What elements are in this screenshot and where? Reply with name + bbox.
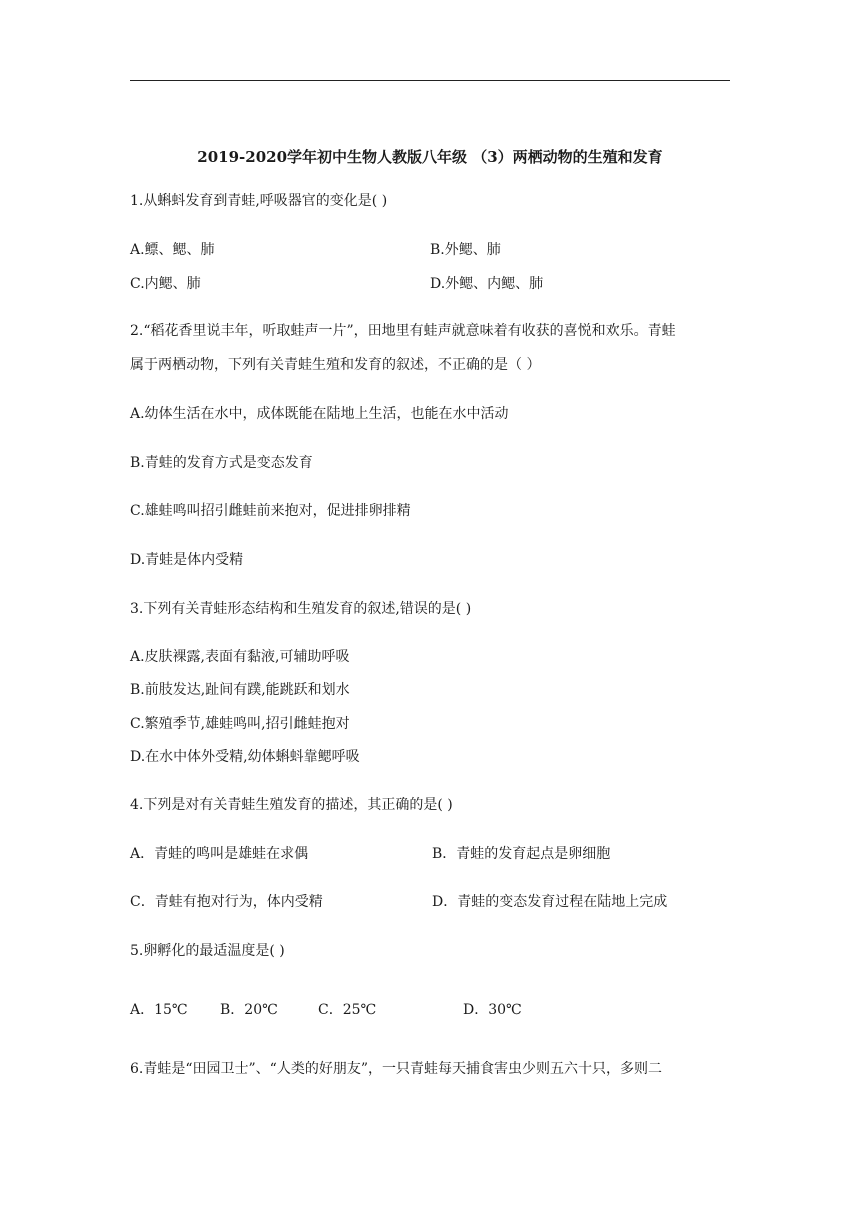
question-5-stem: 5.卵孵化的最适温度是( ) [130, 943, 285, 959]
question-3-option-b: B.前肢发达,趾间有蹼,能跳跃和划水 [130, 682, 350, 698]
question-3-option-c: C.繁殖季节,雄蛙鸣叫,招引雌蛙抱对 [130, 716, 350, 732]
question-6-stem-line-1: 6.青蛙是“田园卫士”、“人类的好朋友”，一只青蛙每天捕食害虫少则五六十只，多则二 [130, 1061, 662, 1077]
question-5-option-a: A．15℃ [130, 1002, 188, 1018]
question-2-option-d: D.青蛙是体内受精 [130, 552, 244, 568]
page-title: 2019-2020学年初中生物人教版八年级 （3）两栖动物的生殖和发育 [197, 148, 663, 166]
header-rule [130, 80, 730, 81]
question-2-option-c: C.雄蛙鸣叫招引雌蛙前来抱对，促进排卵排精 [130, 503, 411, 519]
question-3-stem: 3.下列有关青蛙形态结构和生殖发育的叙述,错误的是( ) [130, 601, 472, 617]
question-4-option-a: A．青蛙的鸣叫是雄蛙在求偶 [130, 846, 309, 862]
question-4-option-c: C．青蛙有抱对行为，体内受精 [130, 894, 323, 910]
question-5-option-b: B．20℃ [220, 1002, 278, 1018]
question-5-option-c: C．25℃ [318, 1002, 377, 1018]
question-2-option-a: A.幼体生活在水中，成体既能在陆地上生活，也能在水中活动 [130, 406, 509, 422]
question-4-option-d: D．青蛙的变态发育过程在陆地上完成 [432, 894, 668, 910]
question-4-option-b: B．青蛙的发育起点是卵细胞 [432, 846, 611, 862]
question-3-option-d: D.在水中体外受精,幼体蝌蚪靠鳃呼吸 [130, 749, 360, 765]
question-2-stem-line-1: 2.“稻花香里说丰年，听取蛙声一片”，田地里有蛙声就意味着有收获的喜悦和欢乐。青蛙 [130, 323, 676, 339]
question-1-option-d: D.外鳃、内鳃、肺 [430, 276, 544, 292]
question-4-stem: 4.下列是对有关青蛙生殖发育的描述，其正确的是( ) [130, 797, 453, 813]
question-1-option-b: B.外鳃、肺 [430, 242, 501, 258]
question-1-stem: 1.从蝌蚪发育到青蛙,呼吸器官的变化是( ) [130, 193, 388, 209]
question-5-option-d: D．30℃ [463, 1002, 522, 1018]
question-1-option-a: A.鳔、鳃、肺 [130, 242, 215, 258]
question-2-option-b: B.青蛙的发育方式是变态发育 [130, 455, 313, 471]
question-1-option-c: C.内鳃、肺 [130, 276, 201, 292]
question-2-stem-line-2: 属于两栖动物，下列有关青蛙生殖和发育的叙述，不正确的是（ ） [130, 357, 541, 373]
question-3-option-a: A.皮肤裸露,表面有黏液,可辅助呼吸 [130, 649, 350, 665]
